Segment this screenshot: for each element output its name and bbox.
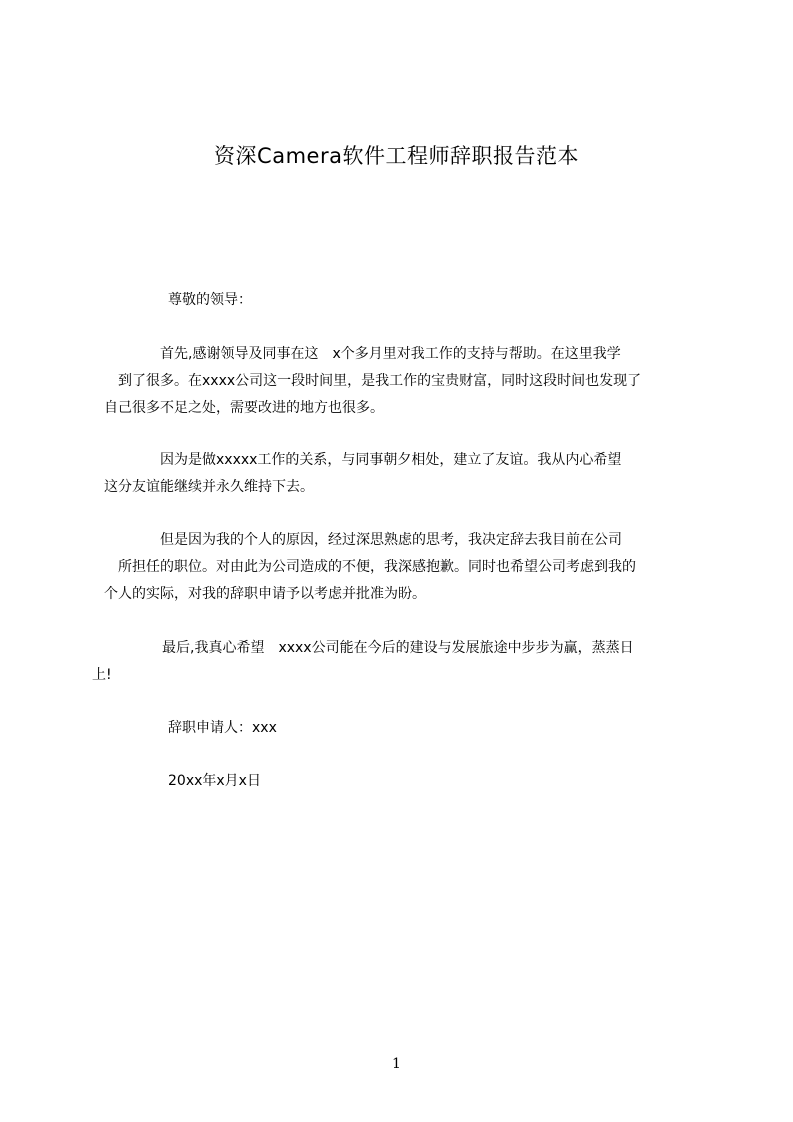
paragraph-line: 所担任的职位。对由此为公司造成的不便，我深感抱歉。同时也希望公司考虑到我的 <box>104 559 636 575</box>
signer-line: 辞职申请人：xxx <box>168 720 277 736</box>
paragraph-friendship <box>104 447 710 501</box>
paragraph-wishes <box>92 635 698 689</box>
paragraph-line: 最后,我真心希望 xxxx公司能在今后的建设与发展旅途中步步为赢，蒸蒸日 <box>92 640 634 656</box>
paragraph-line: 这分友谊能继续并永久维持下去。 <box>104 479 314 495</box>
paragraph-line: 个人的实际，对我的辞职申请予以考虑并批准为盼。 <box>104 586 426 602</box>
document-title: 资深Camera软件工程师辞职报告范本 <box>214 144 579 168</box>
paragraph-line: 因为是做xxxxx工作的关系，与同事朝夕相处，建立了友谊。我从内心希望 <box>104 452 622 468</box>
paragraph-line: 自己很多不足之处，需要改进的地方也很多。 <box>104 400 384 416</box>
paragraph-thanks <box>104 341 710 422</box>
paragraph-line: 到了很多。在xxxx公司这一段时间里，是我工作的宝贵财富，同时这段时间也发现了 <box>104 373 642 389</box>
date-line: 20xx年x月x日 <box>168 773 261 789</box>
paragraph-line: 但是因为我的个人的原因，经过深思熟虑的思考，我决定辞去我目前在公司 <box>104 532 622 548</box>
salutation: 尊敬的领导： <box>168 292 252 308</box>
paragraph-resignation <box>104 527 710 608</box>
paragraph-line: 上! <box>92 667 112 683</box>
paragraph-line: 首先,感谢领导及同事在这 x个多月里对我工作的支持与帮助。在这里我学 <box>104 346 621 362</box>
page-number: 1 <box>392 1056 401 1072</box>
